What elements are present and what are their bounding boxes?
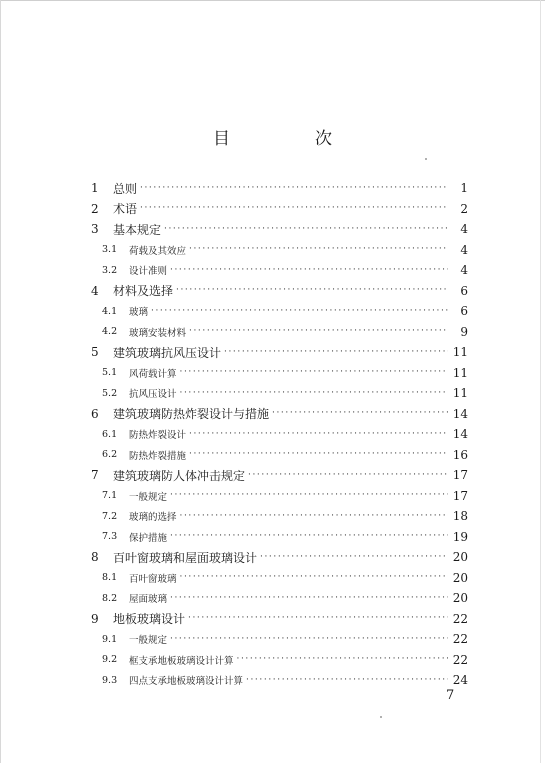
toc-entry-page: 11 <box>452 365 468 380</box>
toc-entry-number: 2 <box>91 201 99 216</box>
toc-entry-number: 4.1 <box>102 305 118 317</box>
dot-leader <box>170 635 448 644</box>
dot-leader <box>189 450 448 459</box>
dot-leader <box>180 512 448 521</box>
toc-entry-number: 9.2 <box>102 654 118 666</box>
dot-leader <box>140 184 448 193</box>
toc-entry-page: 19 <box>452 529 468 544</box>
scan-speck <box>380 716 382 718</box>
toc-section-row[interactable] <box>89 301 468 322</box>
dot-leader <box>248 471 448 480</box>
toc-entry-number: 7.3 <box>102 531 118 543</box>
toc-entry-page: 17 <box>452 468 468 483</box>
toc-entry-number: 4.2 <box>102 326 118 338</box>
toc-entry-page: 11 <box>452 386 468 401</box>
table-of-contents <box>89 178 468 691</box>
toc-entry-page: 4 <box>460 242 468 257</box>
toc-entry-number: 7 <box>91 468 99 483</box>
toc-entry-page: 4 <box>460 263 468 278</box>
toc-entry-page: 20 <box>452 591 468 606</box>
dot-leader <box>189 327 448 336</box>
toc-section-row[interactable] <box>89 445 468 466</box>
toc-entry-title: 材料及选择 <box>113 284 174 299</box>
toc-entry-title: 屋面玻璃 <box>129 594 168 606</box>
toc-chapter-row[interactable] <box>89 199 468 220</box>
toc-section-row[interactable] <box>89 629 468 650</box>
toc-section-row[interactable] <box>89 527 468 548</box>
toc-entry-title: 地板玻璃设计 <box>113 612 186 627</box>
dot-leader <box>272 409 448 418</box>
toc-entry-title: 防热炸裂设计 <box>129 430 187 442</box>
toc-section-row[interactable] <box>89 322 468 343</box>
toc-entry-title: 术语 <box>113 202 138 217</box>
toc-entry-title: 玻璃的选择 <box>129 512 177 524</box>
toc-section-row[interactable] <box>89 240 468 261</box>
dot-leader <box>140 204 448 213</box>
toc-entry-title: 玻璃 <box>129 307 149 319</box>
toc-entry-number: 1 <box>91 181 99 196</box>
toc-entry-page: 6 <box>460 283 468 298</box>
toc-chapter-row[interactable] <box>89 609 468 630</box>
toc-entry-page: 14 <box>452 406 468 421</box>
toc-chapter-row[interactable] <box>89 465 468 486</box>
toc-entry-page: 22 <box>452 611 468 626</box>
toc-entry-title: 建筑玻璃防热炸裂设计与措施 <box>113 407 270 422</box>
dot-leader <box>170 594 448 603</box>
toc-section-row[interactable] <box>89 260 468 281</box>
dot-leader <box>180 573 448 582</box>
toc-entry-page: 14 <box>452 427 468 442</box>
toc-entry-page: 9 <box>460 324 468 339</box>
page-title: 目 次 <box>213 129 366 149</box>
toc-section-row[interactable] <box>89 650 468 671</box>
toc-section-row[interactable] <box>89 363 468 384</box>
toc-entry-number: 5.2 <box>102 387 118 399</box>
toc-entry-title: 风荷载计算 <box>129 368 177 380</box>
scan-speck <box>425 158 427 160</box>
toc-entry-page: 16 <box>452 447 468 462</box>
toc-entry-page: 2 <box>460 201 468 216</box>
toc-entry-number: 8.2 <box>102 592 118 604</box>
toc-chapter-row[interactable] <box>89 219 468 240</box>
toc-section-row[interactable] <box>89 568 468 589</box>
dot-leader <box>164 225 448 234</box>
toc-entry-number: 7.2 <box>102 510 118 522</box>
toc-entry-title: 保护措施 <box>129 532 168 544</box>
toc-entry-page: 17 <box>452 488 468 503</box>
toc-entry-number: 8 <box>91 550 99 565</box>
page-number: 7 <box>446 688 455 703</box>
toc-entry-title: 基本规定 <box>113 222 162 237</box>
toc-entry-page: 22 <box>452 652 468 667</box>
toc-entry-number: 7.1 <box>102 490 118 502</box>
toc-section-row[interactable] <box>89 383 468 404</box>
toc-entry-page: 22 <box>452 632 468 647</box>
toc-entry-title: 框支承地板玻璃设计计算 <box>129 655 234 667</box>
toc-entry-page: 6 <box>460 304 468 319</box>
toc-entry-title: 防热炸裂措施 <box>129 450 187 462</box>
dot-leader <box>237 655 448 664</box>
dot-leader <box>170 491 448 500</box>
dot-leader <box>180 389 448 398</box>
page-border-top <box>0 0 545 1</box>
toc-section-row[interactable] <box>89 486 468 507</box>
toc-entry-title: 建筑玻璃抗风压设计 <box>113 345 222 360</box>
dot-leader <box>151 307 448 316</box>
dot-leader <box>189 430 448 439</box>
toc-section-row[interactable] <box>89 424 468 445</box>
toc-entry-number: 6 <box>91 406 99 421</box>
toc-entry-title: 建筑玻璃防人体冲击规定 <box>113 468 246 483</box>
toc-entry-title: 一般规定 <box>129 635 168 647</box>
toc-chapter-row[interactable] <box>89 404 468 425</box>
toc-section-row[interactable] <box>89 588 468 609</box>
toc-entry-number: 3.2 <box>102 264 118 276</box>
toc-entry-title: 一般规定 <box>129 491 168 503</box>
toc-entry-number: 3.1 <box>102 244 118 256</box>
toc-entry-page: 20 <box>452 550 468 565</box>
toc-section-row[interactable] <box>89 670 468 691</box>
toc-entry-number: 9 <box>91 611 99 626</box>
toc-entry-number: 8.1 <box>102 572 118 584</box>
toc-entry-number: 4 <box>91 283 99 298</box>
dot-leader <box>246 676 448 685</box>
toc-entry-page: 11 <box>452 345 468 360</box>
toc-entry-title: 玻璃安装材料 <box>129 327 187 339</box>
toc-entry-title: 总则 <box>113 181 138 196</box>
toc-entry-title: 荷载及其效应 <box>129 245 187 257</box>
toc-entry-number: 6.1 <box>102 428 118 440</box>
toc-chapter-row[interactable] <box>89 547 468 568</box>
toc-entry-page: 4 <box>460 222 468 237</box>
toc-chapter-row[interactable] <box>89 281 468 302</box>
dot-leader <box>170 266 448 275</box>
toc-entry-title: 百叶窗玻璃和屋面玻璃设计 <box>113 550 258 565</box>
dot-leader <box>176 286 448 295</box>
toc-chapter-row[interactable] <box>89 342 468 363</box>
toc-entry-title: 四点支承地板玻璃设计计算 <box>129 676 244 688</box>
toc-chapter-row[interactable] <box>89 178 468 199</box>
toc-entry-title: 百叶窗玻璃 <box>129 573 177 585</box>
dot-leader <box>180 368 448 377</box>
toc-entry-page: 18 <box>452 509 468 524</box>
dot-leader <box>188 614 448 623</box>
dot-leader <box>189 245 448 254</box>
toc-section-row[interactable] <box>89 506 468 527</box>
toc-entry-page: 20 <box>452 570 468 585</box>
toc-entry-page: 1 <box>460 181 468 196</box>
toc-entry-number: 6.2 <box>102 449 118 461</box>
toc-entry-number: 3 <box>91 222 99 237</box>
dot-leader <box>170 532 448 541</box>
toc-entry-title: 抗风压设计 <box>129 389 177 401</box>
page-border-left <box>0 0 1 763</box>
dot-leader <box>260 553 448 562</box>
page-border-right <box>540 0 541 763</box>
toc-entry-title: 设计准则 <box>129 266 168 278</box>
toc-entry-number: 5.1 <box>102 367 118 379</box>
toc-entry-page: 24 <box>452 673 468 688</box>
dot-leader <box>224 348 448 357</box>
toc-entry-number: 5 <box>91 345 99 360</box>
toc-entry-number: 9.3 <box>102 674 118 686</box>
toc-entry-number: 9.1 <box>102 633 118 645</box>
